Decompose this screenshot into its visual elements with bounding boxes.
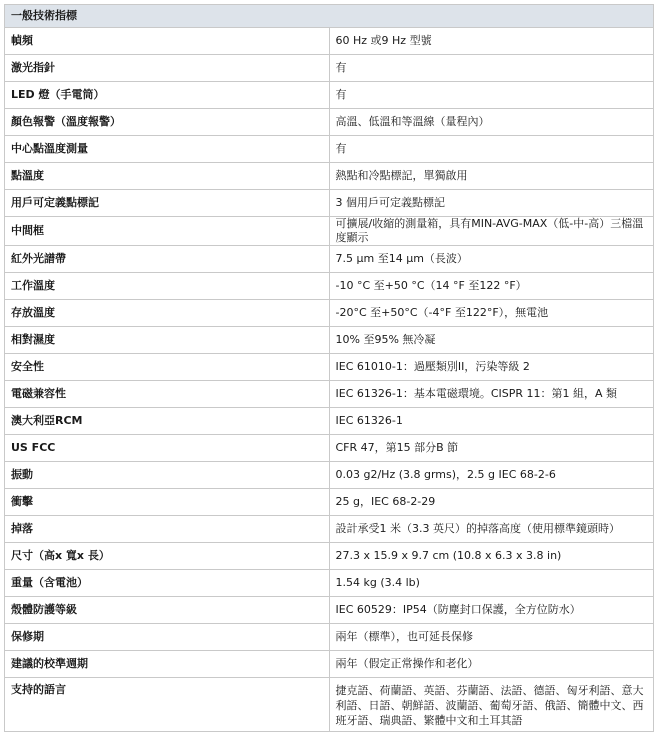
row-value: 設計承受1 米（3.3 英尺）的掉落高度（使用標準鏡頭時） <box>329 516 654 543</box>
row-label: 顏色報警（溫度報警） <box>5 109 330 136</box>
row-value: 60 Hz 或9 Hz 型號 <box>329 28 654 55</box>
table-row <box>5 82 654 109</box>
row-value: 捷克語、荷蘭語、英語、芬蘭語、法語、德語、匈牙利語、意大利語、日語、朝鮮語、波蘭語、葡萄牙語、俄語、簡體中文、西班牙語、瑞典語、繁體中文和土耳其語 <box>329 678 654 732</box>
table-row <box>5 55 654 82</box>
row-label: 電磁兼容性 <box>5 381 330 408</box>
row-label: 尺寸（高x 寬x 長） <box>5 543 330 570</box>
row-value: IEC 61326-1 <box>329 408 654 435</box>
spec-table <box>4 4 654 732</box>
table-row <box>5 354 654 381</box>
table-row <box>5 217 654 246</box>
table-row <box>5 163 654 190</box>
row-value: 7.5 μm 至14 μm（長波） <box>329 246 654 273</box>
row-label: 建議的校準週期 <box>5 651 330 678</box>
table-row <box>5 543 654 570</box>
row-value: 10% 至95% 無冷凝 <box>329 327 654 354</box>
row-label: 幀頻 <box>5 28 330 55</box>
row-value: IEC 61326-1：基本電磁環境。CISPR 11：第1 組，A 類 <box>329 381 654 408</box>
row-value: 有 <box>329 136 654 163</box>
row-value: 27.3 x 15.9 x 9.7 cm (10.8 x 6.3 x 3.8 in) <box>329 543 654 570</box>
row-value: -10 °C 至+50 °C（14 °F 至122 °F） <box>329 273 654 300</box>
row-value: 有 <box>329 55 654 82</box>
row-value: 有 <box>329 82 654 109</box>
row-label: 殼體防護等級 <box>5 597 330 624</box>
table-row <box>5 109 654 136</box>
row-value: 3 個用戶可定義點標記 <box>329 190 654 217</box>
row-label: 相對濕度 <box>5 327 330 354</box>
table-row <box>5 273 654 300</box>
row-value: 兩年（假定正常操作和老化） <box>329 651 654 678</box>
table-row <box>5 190 654 217</box>
row-value: 0.03 g2/Hz (3.8 grms)，2.5 g IEC 68-2-6 <box>329 462 654 489</box>
row-value: CFR 47，第15 部分B 節 <box>329 435 654 462</box>
table-row <box>5 624 654 651</box>
table-row <box>5 651 654 678</box>
table-row <box>5 408 654 435</box>
row-label: 保修期 <box>5 624 330 651</box>
row-label: 掉落 <box>5 516 330 543</box>
row-label: US FCC <box>5 435 330 462</box>
row-label: 支持的語言 <box>5 678 330 732</box>
row-value: 熱點和冷點標記，單獨啟用 <box>329 163 654 190</box>
row-value: -20°C 至+50°C（-4°F 至122°F），無電池 <box>329 300 654 327</box>
table-row <box>5 570 654 597</box>
table-row <box>5 489 654 516</box>
table-row <box>5 462 654 489</box>
table-row <box>5 327 654 354</box>
row-value: 25 g，IEC 68-2-29 <box>329 489 654 516</box>
table-row <box>5 28 654 55</box>
table-row <box>5 246 654 273</box>
table-row <box>5 381 654 408</box>
table-row <box>5 435 654 462</box>
row-label: 紅外光譜帶 <box>5 246 330 273</box>
table-header-row <box>5 5 654 28</box>
row-label: 安全性 <box>5 354 330 381</box>
row-label: 用戶可定義點標記 <box>5 190 330 217</box>
row-label: 振動 <box>5 462 330 489</box>
table-row <box>5 678 654 732</box>
row-label: 工作溫度 <box>5 273 330 300</box>
table-row <box>5 300 654 327</box>
row-value: 1.54 kg (3.4 lb) <box>329 570 654 597</box>
table-row <box>5 136 654 163</box>
row-label: 存放溫度 <box>5 300 330 327</box>
row-value: IEC 61010-1：過壓類別II，污染等級 2 <box>329 354 654 381</box>
row-label: 衝擊 <box>5 489 330 516</box>
row-label: 點溫度 <box>5 163 330 190</box>
table-row <box>5 516 654 543</box>
row-value: IEC 60529：IP54（防塵封口保護，全方位防水） <box>329 597 654 624</box>
row-label: 中心點溫度測量 <box>5 136 330 163</box>
row-value: 兩年（標準），也可延長保修 <box>329 624 654 651</box>
table-header: 一般技術指標 <box>5 5 654 28</box>
table-row <box>5 597 654 624</box>
row-label: 激光指針 <box>5 55 330 82</box>
row-label: 重量（含電池） <box>5 570 330 597</box>
row-label: LED 燈（手電筒） <box>5 82 330 109</box>
row-label: 中間框 <box>5 217 330 246</box>
row-value: 可擴展/收縮的測量箱，具有MIN-AVG-MAX（低-中-高）三檔溫度顯示 <box>329 217 654 246</box>
row-value: 高溫、低溫和等溫線（量程內） <box>329 109 654 136</box>
row-label: 澳大利亞RCM <box>5 408 330 435</box>
